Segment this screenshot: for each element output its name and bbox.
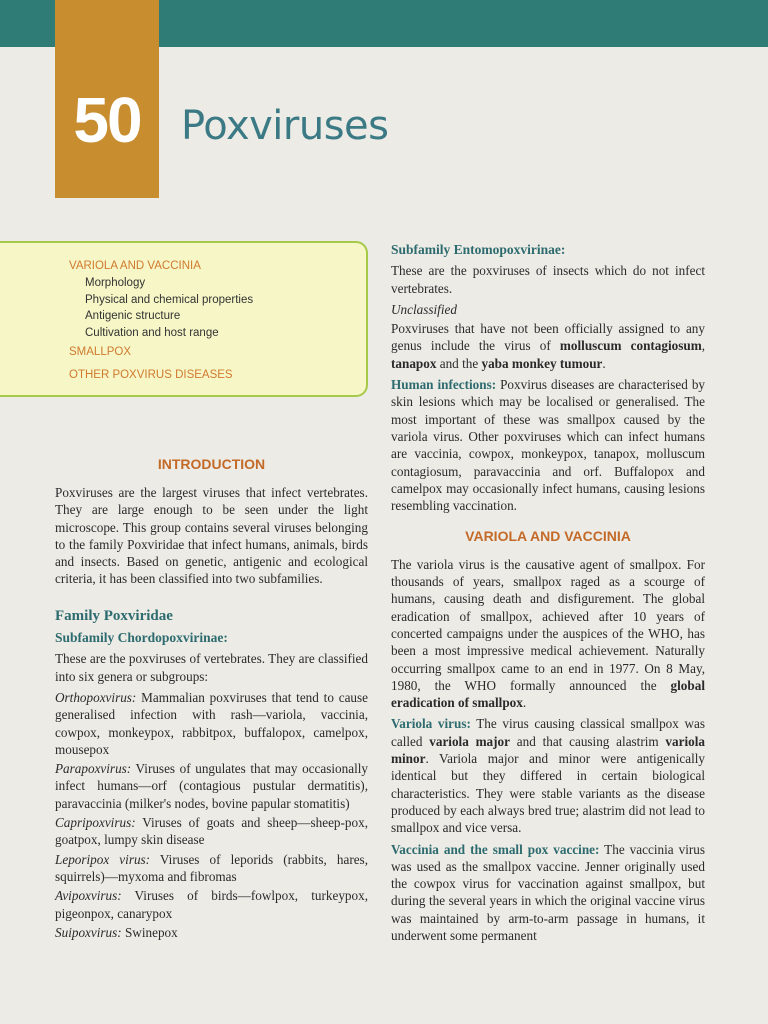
human-infections-paragraph [391,376,705,514]
genus-text: Viruses of birds—fowlpox, turkeypox, pigeonpox, canarypox [55,888,368,921]
genus-name: Orthopoxvirus: [55,689,137,705]
genus-entry [55,760,368,812]
text-run: The vaccinia virus was used as the smallpox vaccine. Jenner originally used the cowpox virus for vaccination against smallpox, but during the several years in which the original vaccine virus was maintained by arm-to-arm passage in humans, it underwent some permanent [391,841,705,943]
subfamily-text: These are the poxviruses of vertebrates. They are classified into six genera or subgroups: [55,651,368,684]
subfamily-heading: Subfamily Chordopoxvirinae: [55,630,228,646]
toc-item: VARIOLA AND VACCINIA [69,260,201,272]
chapter-title: Poxviruses [181,103,389,149]
intro-paragraph: Poxviruses are the largest viruses that infect vertebrates. They are large enough to be seen under the light microscope. This group contains several viruses belonging to the family Poxviridae that infect humans, animals, birds and insects. Based on genetic, antigenic and ecological criteria, it has been classified into two subfamilies. [55,485,368,587]
unclassified-paragraph [391,320,705,372]
genus-text: Viruses of goats and sheep—sheep-pox, goatpox, lumpy skin disease [55,815,368,848]
text-run: , [701,338,705,354]
unclassified-heading: Unclassified [391,301,457,317]
variola-paragraph [391,556,705,712]
genus-name: Avipoxvirus: [55,888,122,904]
variola-virus-paragraph [391,715,705,836]
toc-item: Cultivation and host range [85,327,219,339]
toc-item: SMALLPOX [69,346,131,358]
genus-text: Mammalian poxviruses that tend to cause generalised infection with rash—variola, vaccinia, cowpox, monkeypox, rabbitpox, buffalopox, camelpox, mousepox [55,689,368,757]
chapter-number-box [55,0,159,198]
toc-item: Antigenic structure [85,310,181,322]
run-in-heading: Vaccinia and the small pox vaccine: [391,841,600,857]
genus-entry [55,814,368,849]
text-run: and that causing alastrim [510,733,666,749]
genus-text: Viruses of leporids (rabbits, hares, squirrels)—myxoma and fibromas [55,851,368,884]
genus-text: Viruses of ungulates that may occasionally infect humans—orf (contagious pustular dermatitis), paravaccinia (milker's nodes, bovine papular stomatitis) [55,761,368,811]
run-in-heading: Human infections: [391,377,497,393]
genus-name: Capripoxvirus: [55,815,136,831]
genus-entry [55,851,368,886]
variola-heading: VARIOLA AND VACCINIA [465,528,631,545]
genus-entry [55,689,368,758]
subfamily-text: These are the poxviruses of insects which do not infect vertebrates. [391,263,705,296]
text-run: . [602,355,606,371]
bold-term: variola minor [391,733,705,767]
genus-name: Suipoxvirus: [55,924,122,940]
right-column [391,241,705,948]
text-run: and the [436,355,482,371]
family-heading: Family Poxviridae [55,607,173,624]
bold-term: tanapox [391,355,437,371]
run-in-heading: Variola virus: [391,716,471,732]
text-run: . [522,695,527,711]
toc-item: OTHER POXVIRUS DISEASES [69,369,233,381]
text-run: The variola virus is the causative agent of smallpox. For thousands of years, smallpox raged as a scourge of humans, causing death and disfigurement. The global eradication of smallpox, achieved after 10 years of concerted campaigns under the auspices of the WHO, has been a most impressive medical achievement. Naturally occurring smallpox came to an end in 1977. On 8 May, 1980, the WHO formally announced the [391,556,705,693]
left-column [55,484,368,943]
bold-term: yaba monkey tumour [481,355,603,371]
vaccinia-paragraph [391,841,705,945]
chapter-number: 50 [73,84,141,156]
genus-text: Swinepox [121,924,178,940]
bold-term: variola major [429,733,510,749]
genus-name: Leporipox virus: [55,851,151,867]
text-run: Poxvirus diseases are characterised by skin lesions which may be localised or generalised. The most important of these was smallpox caused by the variola virus. Other poxviruses which can infect humans are vaccinia, cowpox, monkeypox, tanapox, molluscum contagiosum, paravaccinia and orf. Buffalopox and camelpox may occasionally infect humans, causing lesions resembling vaccination. [391,377,706,514]
text-run: Poxviruses that have not been officially assigned to any genus include the virus of [391,321,705,354]
text-run: . Variola major and minor were antigenically identical but they differed in certain biological characteristics. They were stable variants as the disease produced by each always bred true; alastrim did not lead to smallpox and vice versa. [391,751,705,836]
toc-item: Physical and chemical properties [85,294,254,306]
text-run: The virus causing classical smallpox was called [391,716,705,749]
bold-term: molluscum contagiosum [559,338,702,354]
bold-term: global eradication of smallpox [391,677,705,711]
toc-item: Morphology [85,277,146,289]
subfamily-heading: Subfamily Entomopoxvirinae: [391,242,566,257]
chapter-contents-box [0,241,368,397]
genus-entry [55,924,368,941]
introduction-heading: INTRODUCTION [157,456,266,472]
genus-entry [55,887,368,922]
genus-name: Parapoxvirus: [55,761,132,777]
